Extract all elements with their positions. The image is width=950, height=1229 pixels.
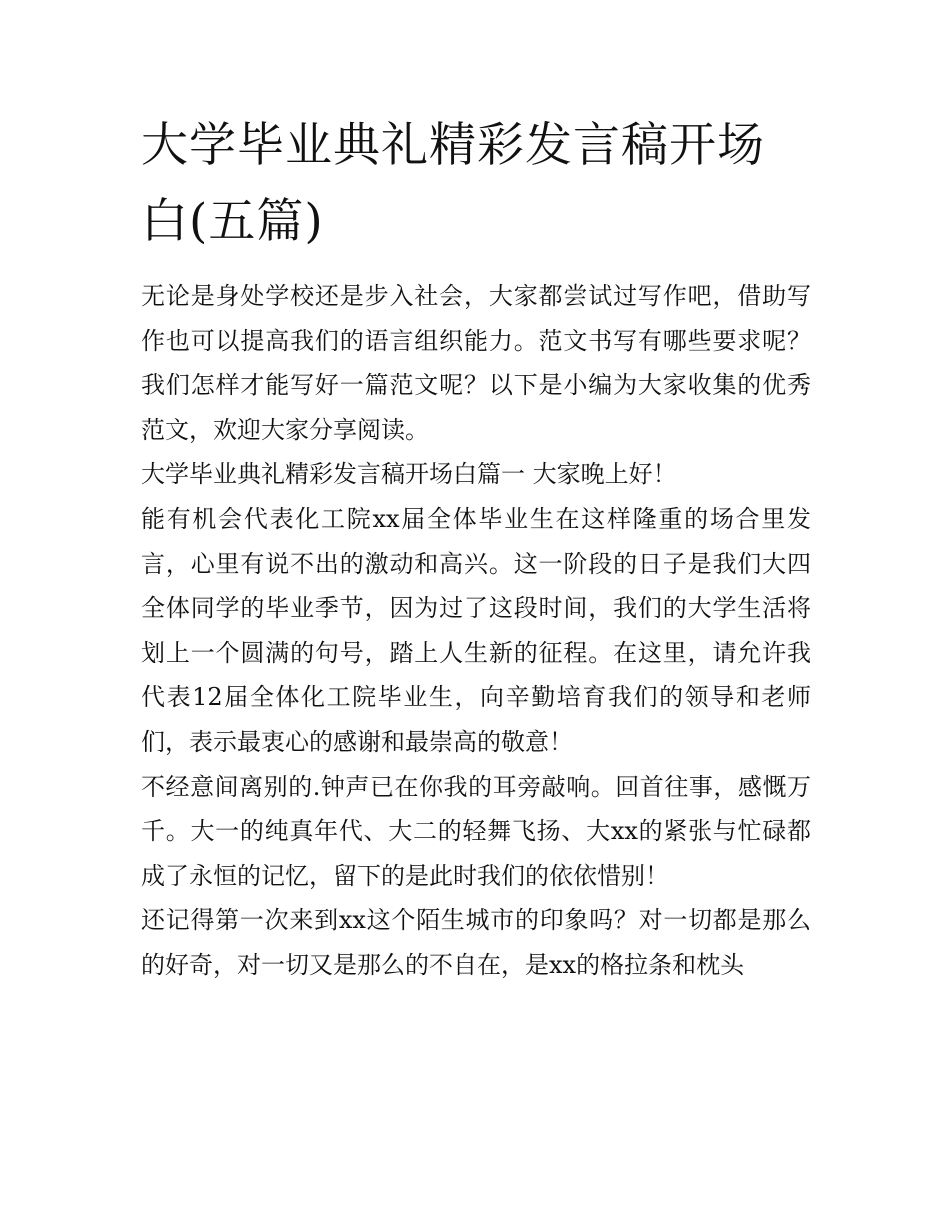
paragraph-body-3: 还记得第一次来到xx这个陌生城市的印象吗？对一切都是那么的好奇，对一切又是那么的不自在，是xx的格拉条和枕头 [141,906,811,979]
paragraph-intro: 无论是身处学校还是步入社会，大家都尝试过写作吧，借助写作也可以提高我们的语言组织能力。范文书写有哪些要求呢？我们怎样才能写好一篇范文呢？以下是小编为大家收集的优秀范文，欢迎大家分享阅读。 [141,282,811,444]
paragraph-body-2: 不经意间离别的.钟声已在你我的耳旁敲响。回首往事，感慨万千。大一的纯真年代、大二的轻舞飞扬、大xx的紧张与忙碌都成了永恒的记忆，留下的是此时我们的依依惜别！ [141,772,811,890]
paragraph-greeting: 大学毕业典礼精彩发言稿开场白篇一 大家晚上好！ [141,460,677,489]
document-title: 大学毕业典礼精彩发言稿开场白(五篇) [141,118,765,249]
document-body [141,108,811,988]
paragraph-body-1: 能有机会代表化工院xx届全体毕业生在这样隆重的场合里发言，心里有说不出的激动和高兴。这一阶段的日子是我们大四全体同学的毕业季节，因为过了这段时间，我们的大学生活将划上一个圆满的句号，踏上人生新的征程。在这里，请允许我代表12届全体化工院毕业生，向辛勤培育我们的领导和老师们，表示最衷心的感谢和最崇高的敬意！ [141,504,811,756]
